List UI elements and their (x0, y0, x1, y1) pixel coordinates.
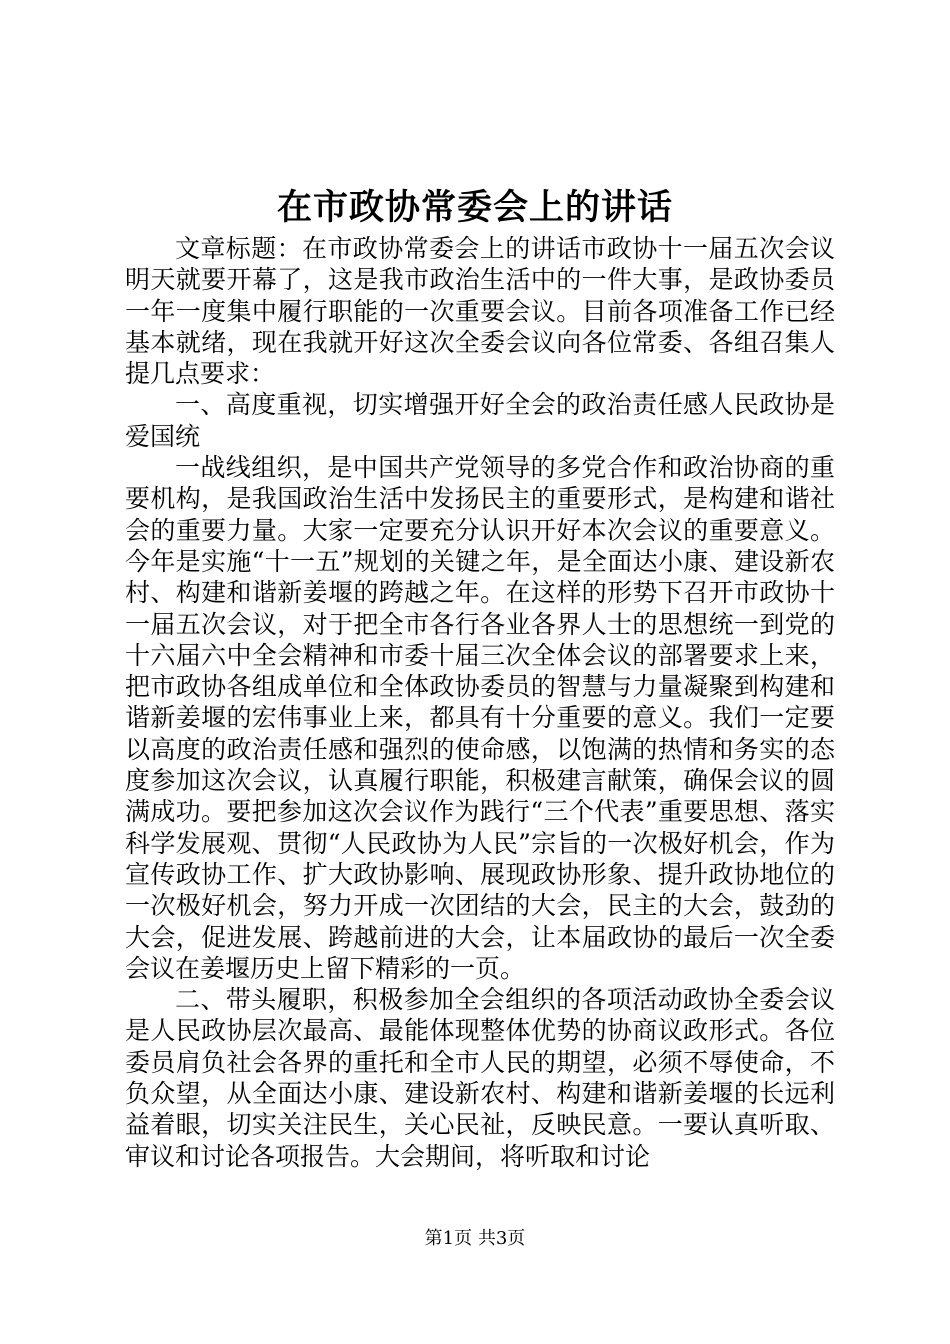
document-body (125, 233, 835, 1172)
page-footer: 第1页 共3页 (424, 1228, 526, 1249)
paragraph-section-one-body: 一战线组织，是中国共产党领导的多党合作和政治协商的重要机构，是我国政治生活中发扬民主的重要形式，是构建和谐社会的重要力量。大家一定要充分认识开好本次会议的重要意义。今年是实施“十一五”规划的关键之年，是全面达小康、建设新农村、构建和谐新姜堰的跨越之年。在这样的形势下召开市政协十一届五次会议，对于把全市各行各业各界人士的思想统一到党的十六届六中全会精神和市委十届三次全体会议的部署要求上来，把市政协各组成单位和全体政协委员的智慧与力量凝聚到构建和谐新姜堰的宏伟事业上来，都具有十分重要的意义。我们一定要以高度的政治责任感和强烈的使命感，以饱满的热情和务实的态度参加这次会议，认真履行职能，积极建言献策，确保会议的圆满成功。要把参加这次会议作为践行“三个代表”重要思想、落实科学发展观、贯彻“人民政协为人民”宗旨的一次极好机会，作为宣传政协工作、扩大政协影响、展现政协形象、提升政协地位的一次极好机会，努力开成一次团结的大会，民主的大会，鼓劲的大会，促进发展、跨越前进的大会，让本届政协的最后一次全委会议在姜堰历史上留下精彩的一页。 (125, 453, 835, 983)
paragraph-section-two: 二、带头履职，积极参加全会组织的各项活动政协全委会议是人民政协层次最高、最能体现整体优势的协商议政形式。各位委员肩负社会各界的重托和全市人民的期望，必须不辱使命，不负众望，从全面达小康、建设新农村、构建和谐新姜堰的长远利益着眼，切实关注民生，关心民祉，反映民意。一要认真听取、审议和讨论各项报告。大会期间，将听取和讨论 (125, 985, 835, 1171)
paragraph-section-one-heading: 一、高度重视，切实增强开好全会的政治责任感人民政协是爱国统 (125, 390, 835, 451)
paragraph-intro: 文章标题：在市政协常委会上的讲话市政协十一届五次会议明天就要开幕了，这是我市政治生活中的一件大事，是政协委员一年一度集中履行职能的一次重要会议。目前各项准备工作已经基本就绪，现在我就开好这次全委会议向各位常委、各组召集人提几点要求： (125, 234, 835, 389)
document-title: 在市政协常委会上的讲话 (276, 187, 673, 228)
